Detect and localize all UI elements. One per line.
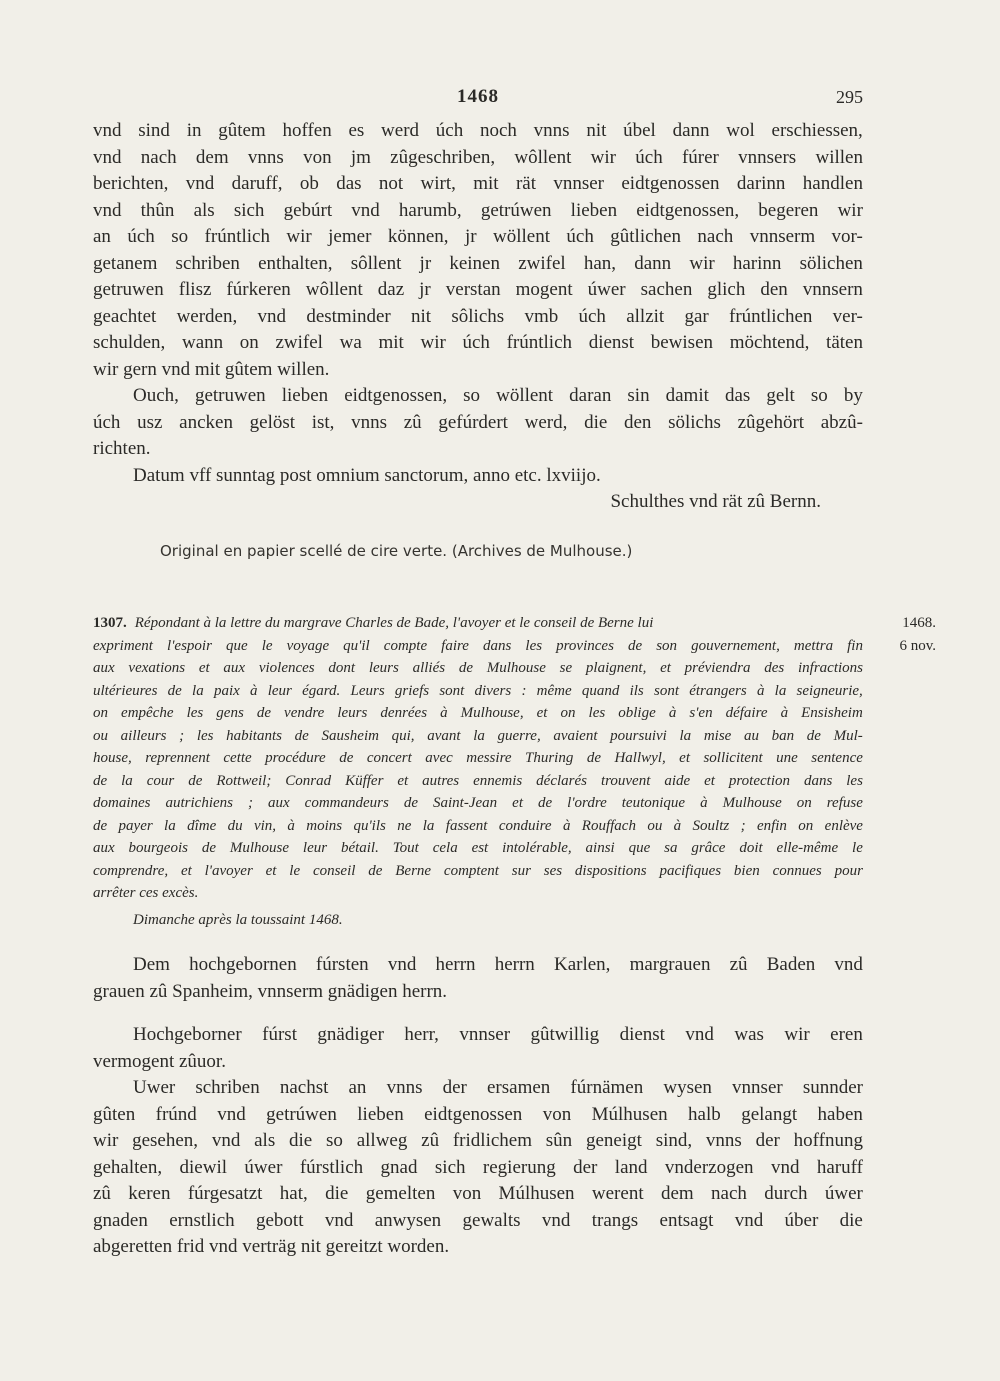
summary-line: on empêche les gens de vendre leurs denrées à Mulhouse, et on les oblige à s'en défaire à Ensisheim (93, 705, 863, 721)
body-line: gehalten, diewil úwer fúrstlich gnad sich regierung der land vnderzogen vnd haruff (93, 1156, 863, 1178)
signature: Schulthes vnd rät zû Bernn. (610, 491, 821, 512)
text-line: úch usz ancken gelöst ist, vnns zû gefúrdert werd, die den sölichs zûgehört abzû- (93, 411, 863, 433)
text-line: Ouch, getruwen lieben eidtgenossen, so wöllent daran sin damit das gelt so by (133, 385, 863, 406)
margin-date (886, 612, 936, 657)
letter-body (93, 1022, 863, 1261)
text-line: richten. (93, 438, 151, 459)
summary-line: domaines autrichiens ; aux commandeurs de Saint-Jean et de l'ordre teutonique à Mulhouse on refuse (93, 795, 863, 811)
address-line: grauen zû Spanheim, vnnserm gnädigen herrn. (93, 980, 448, 1002)
datum-line: Datum vff sunntag post omnium sanctorum, anno etc. lxviijo. (133, 464, 601, 486)
text-line: vnd thûn als sich gebúrt vnd harumb, getrúwen lieben eidtgenossen, begeren wir (93, 199, 863, 221)
text-line: schulden, wann on zwifel wa mit wir úch frúntlich dienst bewisen möchtend, täten (93, 332, 863, 353)
address-line: Dem hochgebornen fúrsten vnd herrn herrn Karlen, margrauen zû Baden vnd (133, 954, 863, 975)
body-line: abgeretten frid vnd verträg nit gereitzt worden. (93, 1236, 450, 1257)
letter-address (93, 952, 863, 1005)
continuation-text (93, 118, 863, 516)
page-header (93, 86, 863, 114)
entry-number: 1307. (93, 615, 127, 631)
salutation-line: Hochgeborner fúrst gnädiger herr, vnnser gûtwillig dienst vnd was wir eren (133, 1024, 863, 1045)
summary-line: comprendre, et l'avoyer et le conseil de Berne comptent sur ses dispositions pacifiques bien connues pour (93, 862, 863, 879)
body-line: gnaden ernstlich gebott vnd anwysen gewalts vnd trangs entsagt vnd úber die (93, 1209, 863, 1231)
summary-line-text: Répondant à la lettre du margrave Charles de Bade, l'avoyer et le conseil de Berne lui (134, 615, 654, 631)
summary-line: aux bourgeois de Mulhouse leur bétail. Tout cela est intolérable, ainsi que sa grâce doit elle-même le (93, 840, 863, 856)
text-line: berichten, vnd daruff, ob das not wirt, mit rät vnnser eidtgenossen darinn handlen (93, 173, 863, 194)
summary-line (93, 612, 863, 635)
page-number: 295 (836, 87, 863, 107)
summary-line: house, reprennent cette procédure de concert avec messire Thuring de Hallwyl, et sollicitent une sentence (93, 750, 863, 766)
salutation-line: vermogent zûuor. (93, 1050, 226, 1072)
summary-line: ou ailleurs ; les habitants de Sausheim qui, avant la guerre, avaient poursuivi la mise au ban de Mul- (93, 727, 863, 744)
summary-line: ultérieures de la paix à leur égard. Leurs griefs sont divers : même quand ils sont étrangers à la seigneurie, (93, 682, 863, 699)
text-line: wir gern vnd mit gûtem willen. (93, 358, 330, 380)
running-title-year: 1468 (457, 86, 499, 107)
summary-line: de payer la dîme du vin, à moins qu'ils ne la fassent conduire à Rouffach ou à Soultz ; enfin on enlève (93, 817, 863, 834)
summary-line: expriment l'espoir que le voyage qu'il compte faire dans les provinces de son gouvernement, mettra fin (93, 637, 863, 654)
body-line: zû keren fúrgesatzt hat, die gemelten von Múlhusen werent dem nach durch úwer (93, 1183, 863, 1204)
entry-summary (93, 612, 863, 905)
margin-day: 6 nov. (899, 637, 936, 654)
text-line: vnd sind in gûtem hoffen es werd úch noch vnns nit úbel dann wol erschiessen, (93, 120, 863, 141)
entry-date: Dimanche après la toussaint 1468. (133, 912, 343, 928)
text-line: an úch so frúntlich wir jemer können, jr wöllent úch gûtlichen nach vnnserm vor- (93, 226, 863, 247)
text-line: getanem schriben enthalten, sôllent jr keinen zwifel han, dann wir harinn sölichen (93, 252, 863, 274)
text-line: getruwen flisz fúrkeren wôllent daz jr verstan mogent úwer sachen glich den vnnsern (93, 279, 863, 300)
summary-line: aux vexations et aux violences dont leurs alliés de Mulhouse se plaignent, et préviendra des infractions (93, 660, 863, 676)
summary-line: de la cour de Rottweil; Conrad Küffer et autres ennemis déclarés trouvent aide et protection dans les (93, 772, 863, 789)
body-line: Uwer schriben nachst an vnns der ersamen fúrnämen wysen vnnser sunnder (133, 1077, 863, 1098)
text-line: geachtet werden, vnd destminder nit sôlichs vmb úch allzit gar frúntlichen ver- (93, 305, 863, 327)
body-line: wir gesehen, vnd als die so allweg zû fridlichem sûn geneigt sind, vnns der hoffnung (93, 1130, 863, 1151)
source-note: Original en papier scellé de cire verte. (Archives de Mulhouse.) (160, 542, 633, 560)
margin-year: 1468. (902, 615, 936, 631)
body-line: gûten frúnd vnd getrúwen lieben eidtgenossen von Múlhusen halb gelangt haben (93, 1103, 863, 1125)
summary-line: arrêter ces excès. (93, 885, 199, 901)
text-line: vnd nach dem vnns von jm zûgeschriben, wôllent wir úch fúrer vnnsers willen (93, 146, 863, 168)
